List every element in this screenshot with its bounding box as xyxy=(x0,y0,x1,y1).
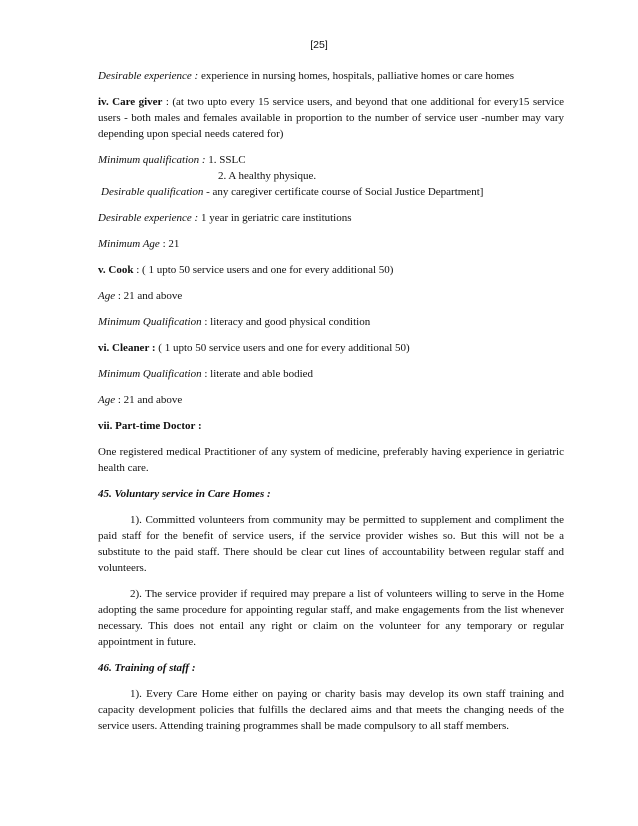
desirable-experience-label: Desirable experience : xyxy=(98,70,199,82)
care-giver-heading: iv. Care giver xyxy=(98,96,163,108)
section-45-heading: 45. Voluntary service in Care Homes : xyxy=(98,488,271,500)
cleaner-age xyxy=(98,392,564,408)
desirable-qualification-text: any caregiver certificate course of Social Justice Department] xyxy=(212,186,484,198)
cook-min-qualification-label: Minimum Qualification xyxy=(98,316,202,328)
care-giver-experience-label: Desirable experience : xyxy=(98,212,199,224)
cleaner-heading: vi. Cleaner : xyxy=(98,342,156,354)
care-giver-age-label: Minimum Age xyxy=(98,238,160,250)
min-qualification-label: Minimum qualification : xyxy=(98,154,206,166)
cook-paragraph xyxy=(98,262,564,278)
cleaner-text: ( 1 upto 50 service users and one for every additional 50) xyxy=(158,342,410,354)
cleaner-age-text: : 21 and above xyxy=(117,394,183,406)
cleaner-min-qualification-text: : literate and able bodied xyxy=(204,368,314,380)
care-giver-age-text: : 21 xyxy=(162,238,180,250)
page-content xyxy=(98,68,564,744)
care-giver-text: : (at two upto every 15 service users, and beyond that one additional for every15 service users - both males and females available in proportion to the number of service user -number may vary depending upon special needs catered for) xyxy=(98,96,565,140)
min-qualification-item-1: 1. SSLC xyxy=(208,154,246,166)
page-number: [25] xyxy=(310,39,328,51)
desirable-experience-line xyxy=(98,68,564,84)
cook-min-qualification-text: : literacy and good physical condition xyxy=(204,316,371,328)
cleaner-min-qualification-label: Minimum Qualification xyxy=(98,368,202,380)
part-time-doctor-text: One registered medical Practitioner of any system of medicine, preferably having experience in geriatric health care. xyxy=(98,446,564,474)
cook-text: : ( 1 upto 50 service users and one for every additional 50) xyxy=(136,264,394,276)
cleaner-age-label: Age xyxy=(98,394,116,406)
cleaner-min-qualification xyxy=(98,366,564,382)
cook-age-label: Age xyxy=(98,290,116,302)
care-giver-experience xyxy=(98,210,564,226)
min-qualification-item-2-line xyxy=(98,168,564,184)
section-45-para-1: 1). Committed volunteers from community may be permitted to supplement and compliment the paid staff for the benefit of service users, if the service provider wishes so. But this will not be a substitute to the paid staff. There should be clear cut lines of accountability between regular staff and volunteers. xyxy=(98,514,564,574)
cook-heading: v. Cook xyxy=(98,264,134,276)
care-giver-paragraph xyxy=(98,94,564,142)
desirable-qualification-label: Desirable qualification - xyxy=(101,186,210,198)
cook-age xyxy=(98,288,564,304)
desirable-experience-text: experience in nursing homes, hospitals, palliative homes or care homes xyxy=(200,70,515,82)
cleaner-paragraph xyxy=(98,340,564,356)
cook-min-qualification xyxy=(98,314,564,330)
care-giver-min-qualification xyxy=(98,152,564,168)
section-45-para-2: 2). The service provider if required may prepare a list of volunteers willing to serve in the Home adopting the same procedure for appointing regular staff, and make engagements from the list whenever necessary. This does not entail any right or claim on the volunteer for any temporary or regular appointment in future. xyxy=(98,588,564,648)
section-46-para-1: 1). Every Care Home either on paying or charity basis may develop its own staff training and capacity development policies that fulfills the declared aims and that meets the changing needs of the service users. Attending training programmes shall be made compulsory to all staff members. xyxy=(98,688,564,732)
care-giver-age xyxy=(98,236,564,252)
min-qualification-item-2: 2. A healthy physique. xyxy=(218,170,317,182)
care-giver-experience-text: 1 year in geriatric care institutions xyxy=(200,212,352,224)
cook-age-text: : 21 and above xyxy=(117,290,183,302)
part-time-doctor-heading: vii. Part-time Doctor : xyxy=(98,420,202,432)
care-giver-desirable-qualification xyxy=(101,184,564,200)
section-46-heading: 46. Training of staff : xyxy=(98,662,196,674)
